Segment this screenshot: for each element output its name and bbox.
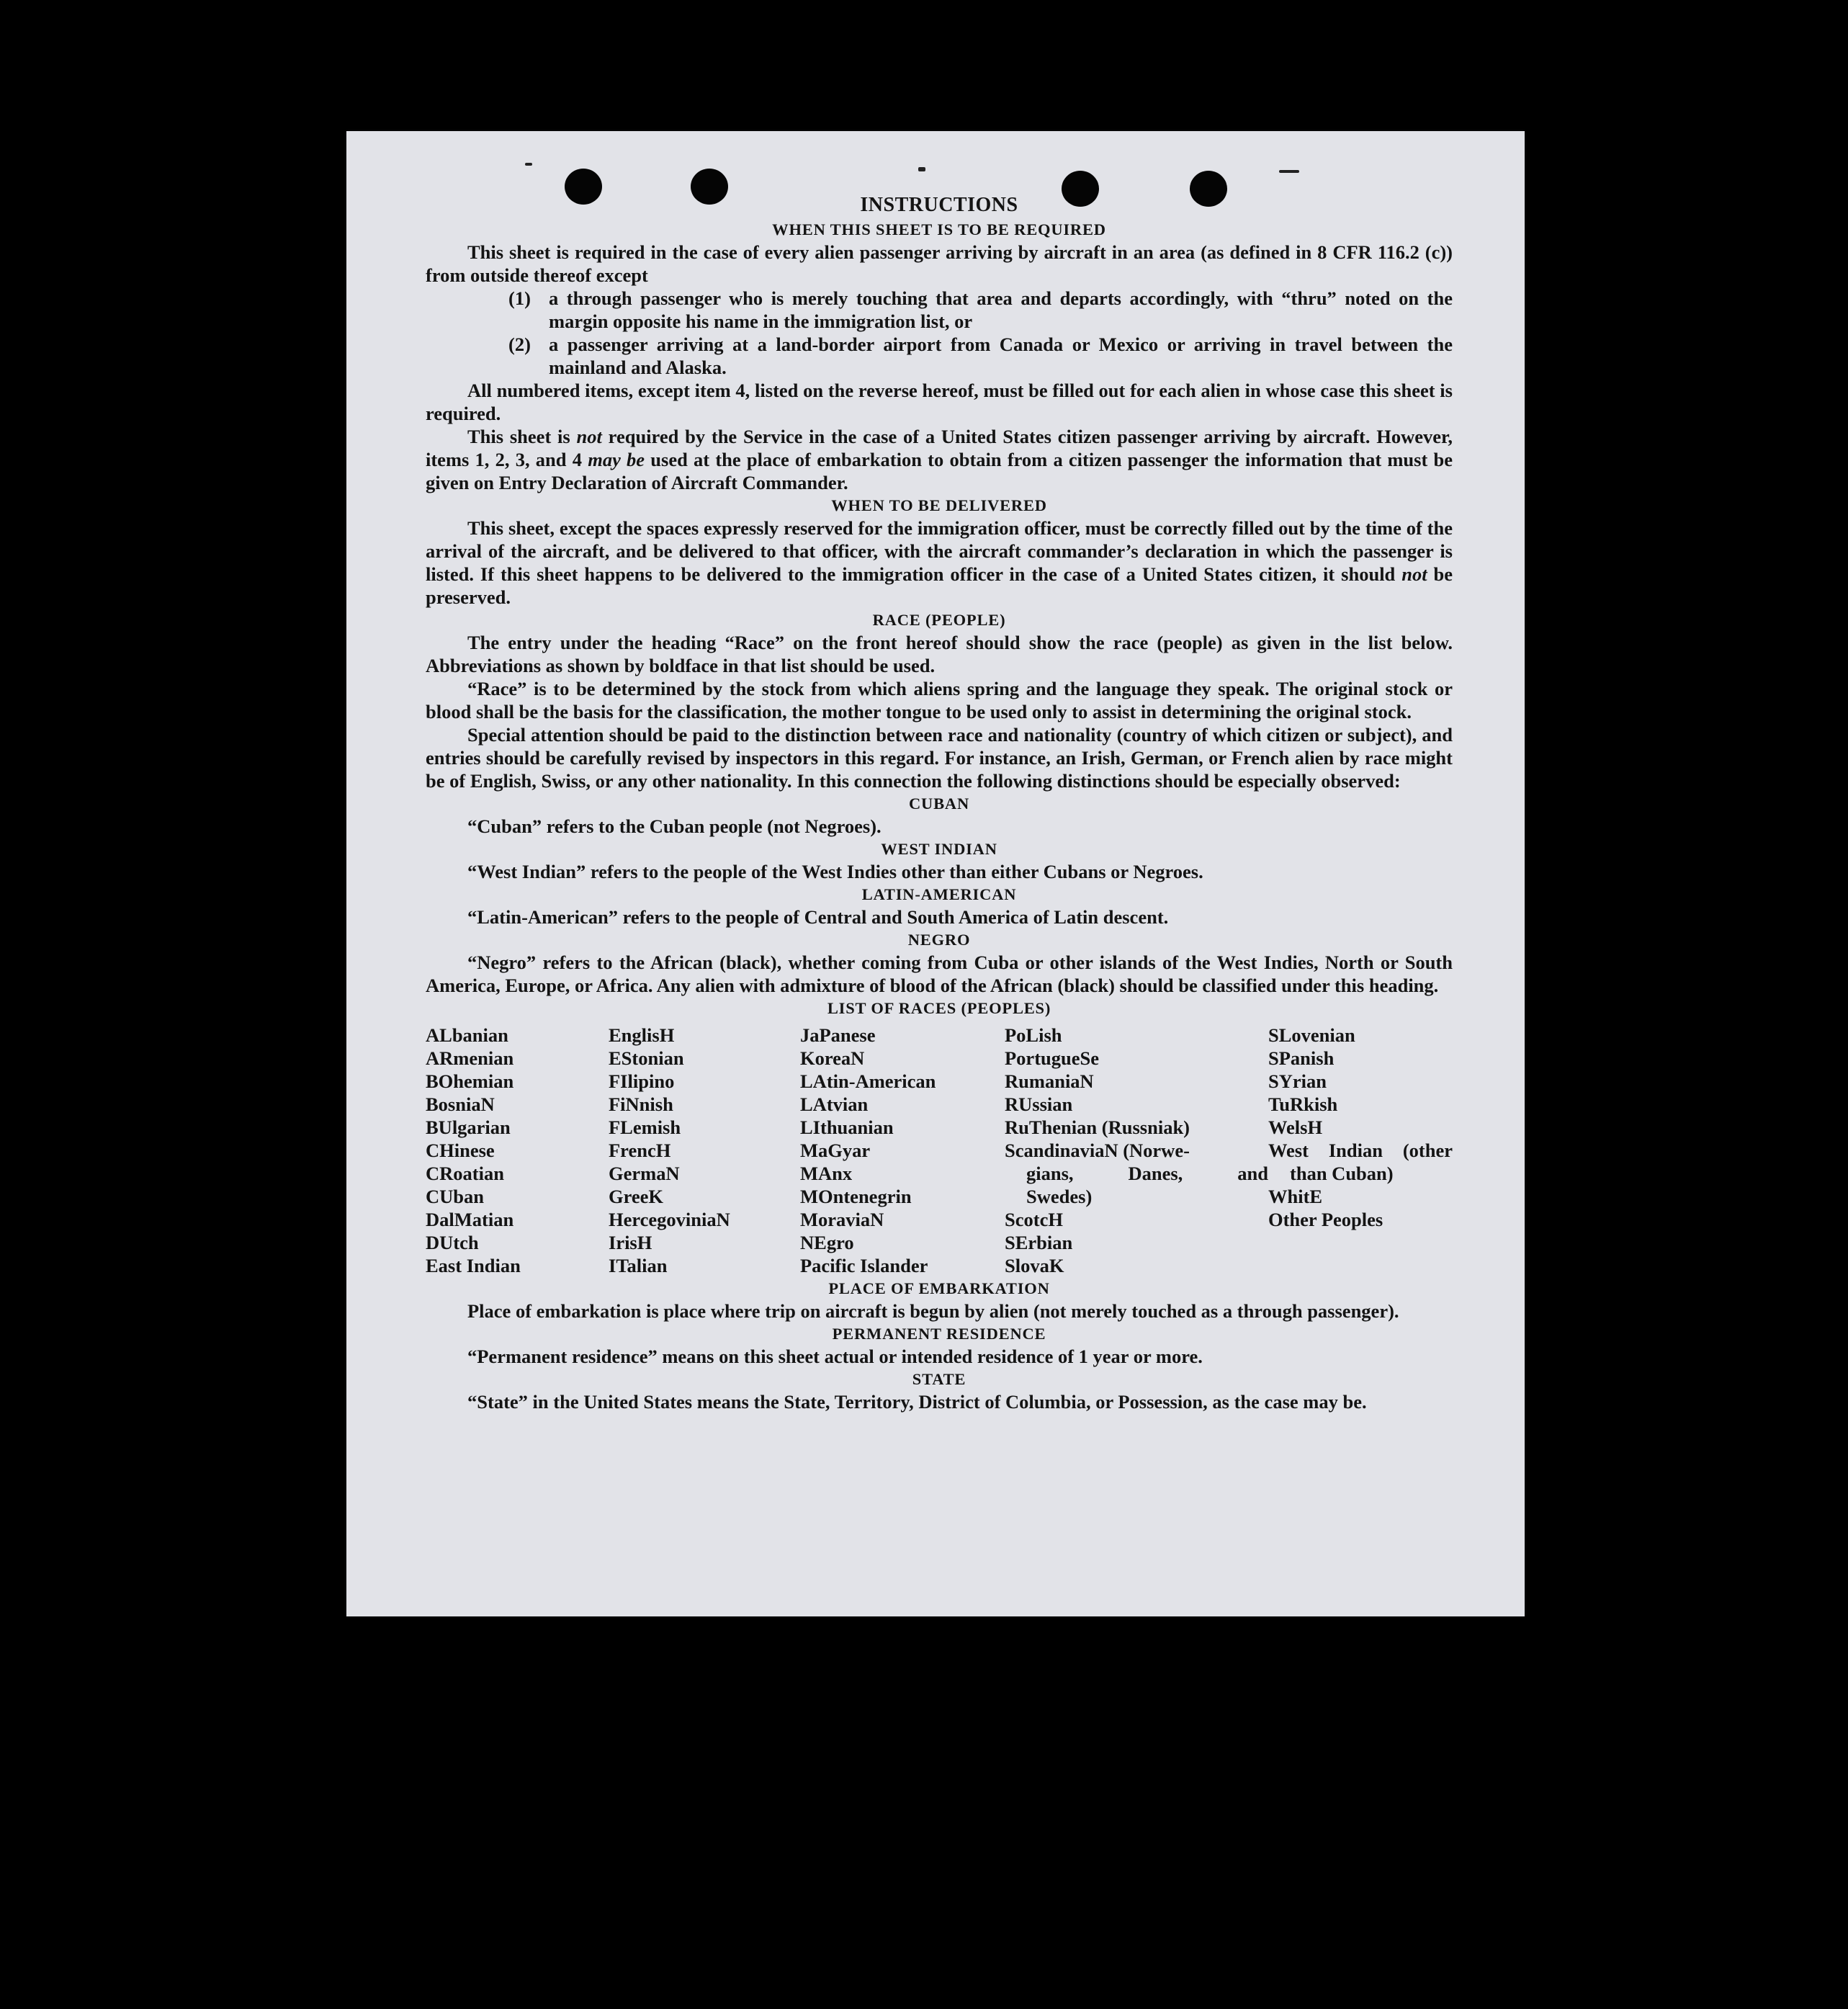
permanent-residence-paragraph: “Permanent residence” means on this sheet actual or intended residence of 1 year or more. — [467, 1346, 1203, 1367]
race-entry: TuRkish — [1268, 1093, 1338, 1115]
race-paragraph: The entry under the heading “Race” on the front hereof should show the race (people) as given in the list below. Abbreviations as shown by boldface in that list should be used. — [426, 632, 1453, 676]
section-heading-west-indian: WEST INDIAN — [881, 840, 997, 858]
race-paragraph: “Race” is to be determined by the stock from which aliens spring and the language they speak. The original stock or blood shall be the basis for the classification, the mother tongue to be used only to assist in determining the original stock. — [426, 678, 1453, 722]
scan-speck — [1279, 170, 1299, 173]
race-entry: SPanish — [1268, 1047, 1335, 1069]
race-entry: MoraviaN — [800, 1209, 884, 1230]
race-entry: BOhemian — [426, 1070, 514, 1092]
section-heading-when-required: WHEN THIS SHEET IS TO BE REQUIRED — [772, 220, 1106, 238]
race-entry: RumaniaN — [1005, 1070, 1094, 1092]
race-entry: GreeK — [609, 1186, 664, 1207]
exception-item — [426, 287, 1453, 333]
section-heading-cuban: CUBAN — [908, 795, 969, 813]
exception-item — [426, 333, 1453, 379]
race-entry: CRoatian — [426, 1163, 504, 1184]
race-entry: MOntenegrin — [800, 1186, 912, 1207]
race-entry: LAtin-American — [800, 1070, 936, 1092]
races-column — [426, 1024, 609, 1277]
race-entry: Other Peoples — [1268, 1209, 1383, 1230]
race-entry: BUlgarian — [426, 1117, 511, 1138]
numbered-items-paragraph: All numbered items, except item 4, listed on the reverse hereof, must be filled out for each alien in whose case this sheet is required. — [426, 380, 1453, 424]
race-entry: BosniaN — [426, 1093, 495, 1115]
race-entry: PortugueSe — [1005, 1047, 1100, 1069]
race-entry: FiNnish — [609, 1093, 673, 1115]
section-heading-latin-american: LATIN-AMERICAN — [861, 885, 1017, 903]
race-entry: LIthuanian — [800, 1117, 894, 1138]
race-entry: NEgro — [800, 1232, 854, 1253]
race-entry: PoLish — [1005, 1024, 1062, 1046]
races-column — [1268, 1024, 1453, 1277]
scan-speck — [918, 167, 925, 171]
west-indian-paragraph: “West Indian” refers to the people of the West Indies other than either Cubans or Negroes. — [467, 861, 1203, 882]
race-entry: RUssian — [1005, 1093, 1073, 1115]
race-entry: ScandinaviaN (Norwe- — [1005, 1140, 1190, 1161]
race-entry: MAnx — [800, 1163, 853, 1184]
race-entry: ScotcH — [1005, 1209, 1063, 1230]
embarkation-paragraph: Place of embarkation is place where trip on aircraft is begun by alien (not merely touched as a through passenger). — [467, 1300, 1399, 1322]
state-paragraph: “State” in the United States means the State, Territory, District of Columbia, or Possession, as the case may be. — [467, 1391, 1367, 1413]
negro-paragraph: “Negro” refers to the African (black), whether coming from Cuba or other islands of the West Indies, North or South America, Europe, or Africa. Any alien with admixture of blood of the African (black) should be classified under this heading. — [426, 952, 1453, 996]
race-entry: RuThenian (Russniak) — [1005, 1117, 1190, 1138]
race-entry: ALbanian — [426, 1024, 508, 1046]
race-entry: IrisH — [609, 1232, 652, 1253]
race-entry-continuation: than Cuban) — [1290, 1163, 1394, 1184]
race-entry: ITalian — [609, 1255, 668, 1276]
race-entry: ARmenian — [426, 1047, 514, 1069]
instructions-content — [426, 192, 1453, 1413]
race-entry: SlovaK — [1005, 1255, 1064, 1276]
section-heading-negro: NEGRO — [907, 931, 971, 949]
section-heading-list-of-races: LIST OF RACES (PEOPLES) — [827, 999, 1051, 1017]
race-entry: East Indian — [426, 1255, 521, 1276]
cuban-paragraph: “Cuban” refers to the Cuban people (not Negroes). — [467, 815, 882, 837]
race-entry: JaPanese — [800, 1024, 876, 1046]
race-entry: HercegoviniaN — [609, 1209, 730, 1230]
section-heading-when-delivered: WHEN TO BE DELIVERED — [831, 496, 1047, 514]
page-title: INSTRUCTIONS — [860, 194, 1018, 216]
race-entry: SLovenian — [1268, 1024, 1355, 1046]
race-entry: GermaN — [609, 1163, 680, 1184]
race-entry: LAtvian — [800, 1093, 869, 1115]
race-entry: FLemish — [609, 1117, 681, 1138]
race-entry-continuation: Swedes) — [1026, 1186, 1093, 1207]
race-entry: DalMatian — [426, 1209, 514, 1230]
section-heading-embarkation: PLACE OF EMBARKATION — [828, 1279, 1050, 1297]
race-entry: SErbian — [1005, 1232, 1073, 1253]
race-entry: CUban — [426, 1186, 485, 1207]
race-entry: FIlipino — [609, 1070, 675, 1092]
scan-speck — [525, 163, 532, 166]
races-column — [1005, 1024, 1268, 1277]
section-heading-race: RACE (PEOPLE) — [872, 611, 1006, 629]
race-entry: KoreaN — [800, 1047, 865, 1069]
document-sheet — [346, 131, 1525, 1616]
race-paragraph: Special attention should be paid to the distinction between race and nationality (country of which citizen or subject), and entries should be carefully revised by inspectors in this regard. For instance, an Irish, German, or French alien by race might be of English, Swiss, or any other nationality. In this connection the following distinctions should be especially observed: — [426, 724, 1453, 792]
latin-american-paragraph: “Latin-American” refers to the people of Central and South America of Latin descent. — [467, 906, 1169, 928]
race-entry: EnglisH — [609, 1024, 675, 1046]
race-entry: West Indian (other — [1268, 1140, 1453, 1161]
when-delivered-paragraph: This sheet, except the spaces expressly reserved for the immigration officer, must be correctly filled out by the time of the arrival of the aircraft, and be delivered to that officer, with the aircraft commander’s declaration in which the passenger is listed. If this sheet happens to be delivered to the immigration officer in the case of a United States citizen, it should not be preserved. — [426, 517, 1453, 608]
races-column — [800, 1024, 1005, 1277]
section-heading-permanent-residence: PERMANENT RESIDENCE — [832, 1325, 1046, 1343]
exception-text: a through passenger who is merely touching that area and departs accordingly, with “thru” noted on the margin opposite his name in the immigration list, or — [549, 287, 1453, 332]
exception-number: (2) — [508, 334, 531, 355]
race-entry: WelsH — [1268, 1117, 1323, 1138]
race-entry: CHinese — [426, 1140, 495, 1161]
race-entry: SYrian — [1268, 1070, 1327, 1092]
race-entry: WhitE — [1268, 1186, 1323, 1207]
section-heading-state: STATE — [912, 1370, 966, 1388]
exception-number: (1) — [508, 287, 531, 309]
race-entry: EStonian — [609, 1047, 684, 1069]
race-entry: Pacific Islander — [800, 1255, 928, 1276]
races-column — [609, 1024, 800, 1277]
race-entry: FrencH — [609, 1140, 671, 1161]
races-list — [426, 1024, 1453, 1277]
citizen-paragraph: This sheet is not required by the Service in the case of a United States citizen passenger arriving by aircraft. However, items 1, 2, 3, and 4 may be used at the place of embarkation to obtain from a citizen passenger the information that must be given on Entry Declaration of Aircraft Commander. — [426, 426, 1453, 493]
race-entry-continuation: gians, Danes, and — [1026, 1163, 1268, 1184]
exception-text: a passenger arriving at a land-border airport from Canada or Mexico or arriving in travel between the mainland and Alaska. — [549, 334, 1453, 378]
when-required-intro: This sheet is required in the case of every alien passenger arriving by aircraft in an area (as defined in 8 CFR 116.2 (c)) from outside thereof except — [426, 241, 1453, 286]
race-entry: DUtch — [426, 1232, 479, 1253]
race-entry: MaGyar — [800, 1140, 871, 1161]
